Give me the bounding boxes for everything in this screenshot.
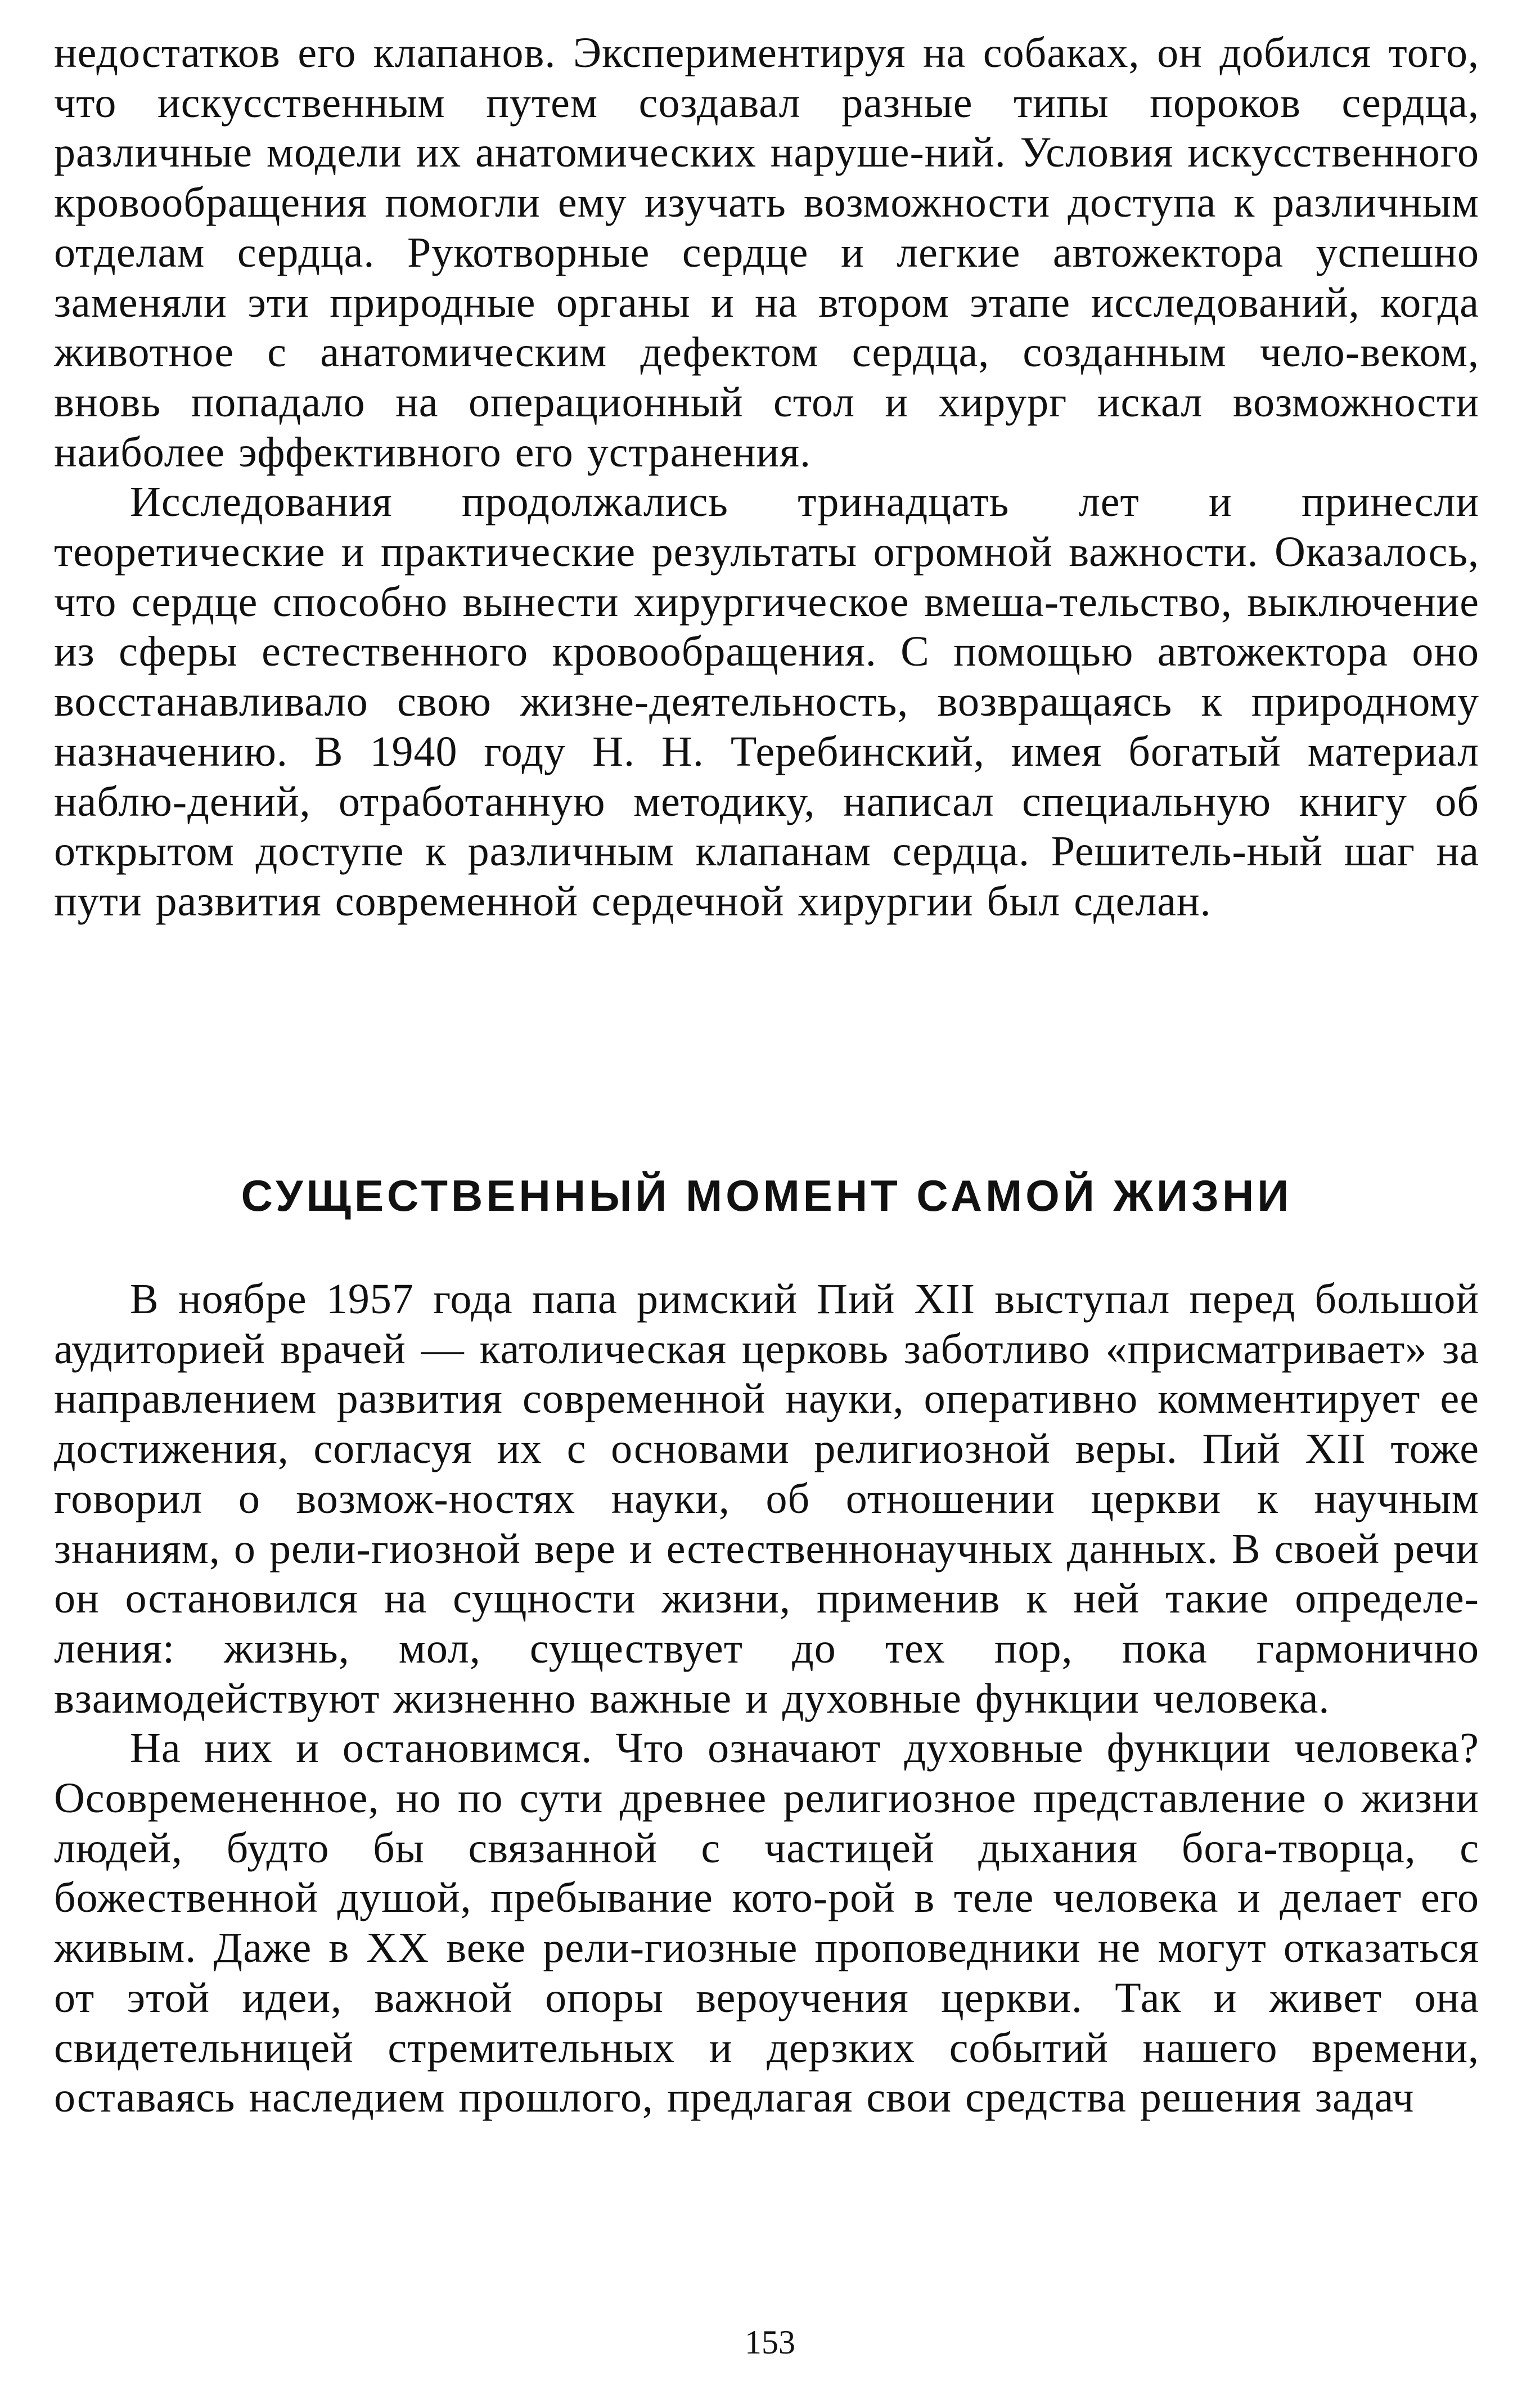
section-heading: СУЩЕСТВЕННЫЙ МОМЕНТ САМОЙ ЖИЗНИ bbox=[241, 1171, 1293, 1220]
paragraph-research: Исследования продолжались тринадцать лет и принесли теоретические и практические результаты огромной важности. Оказалось, что сердце способно вынести хирургическое вмеша-тельство, выключение из сферы естественного кровообращения. С помощью автожектора оно восстанавливало свою жизне-деятельность, возвращаясь к природному назначению. В 1940 году Н. Н. Теребинский, имея богатый материал наблю-дений, отработанную методику, написал специальную книгу об открытом доступе к различным клапанам сердца. Решитель-ный шаг на пути развития современной сердечной хирургии был сделан. bbox=[54, 478, 1479, 925]
page-number: 153 bbox=[745, 2324, 795, 2361]
paragraph-continued: недостатков его клапанов. Экспериментируя на собаках, он добился того, что искусственным путем создавал разные типы пороков сердца, различные модели их анатомических наруше-ний. Условия искусственного кровообращения помогли ему изучать возможности доступа к различным отделам сердца. Рукотворные сердце и легкие автожектора успешно заменяли эти природные органы и на втором этапе исследований, когда животное с анатомическим дефектом сердца, созданным чело-веком, вновь попадало на операционный стол и хирург искал возможности наиболее эффективного его устранения. bbox=[54, 29, 1479, 476]
bottom-text-block bbox=[54, 1274, 1479, 2123]
top-text-block bbox=[54, 28, 1479, 927]
paragraph-pope-speech: В ноябре 1957 года папа римский Пий XII выступал перед большой аудиторией врачей — католическая церковь заботливо «присматривает» за направлением развития современной науки, оперативно комментирует ее достижения, согласуя их с основами религиозной веры. Пий XII тоже говорил о возмож-ностях науки, об отношении церкви к научным знаниям, о рели-гиозной вере и естественнонаучных данных. В своей речи он остановился на сущности жизни, применив к ней такие определе-ления: жизнь, мол, существует до тех пор, пока гармонично взаимодействуют жизненно важные и духовные функции человека. bbox=[54, 1275, 1479, 1722]
paragraph-spiritual-functions: На них и остановимся. Что означают духовные функции человека? Осовремененное, но по сути древнее религиозное представление о жизни людей, будто бы связанной с частицей дыхания бога-творца, с божественной душой, пребывание кото-рой в теле человека и делает его живым. Даже в XX веке рели-гиозные проповедники не могут отказаться от этой идеи, важной опоры вероучения церкви. Так и живет она свидетельницей стремительных и дерзких событий нашего времени, оставаясь наследием прошлого, предлагая свои средства решения задач bbox=[54, 1724, 1479, 2122]
